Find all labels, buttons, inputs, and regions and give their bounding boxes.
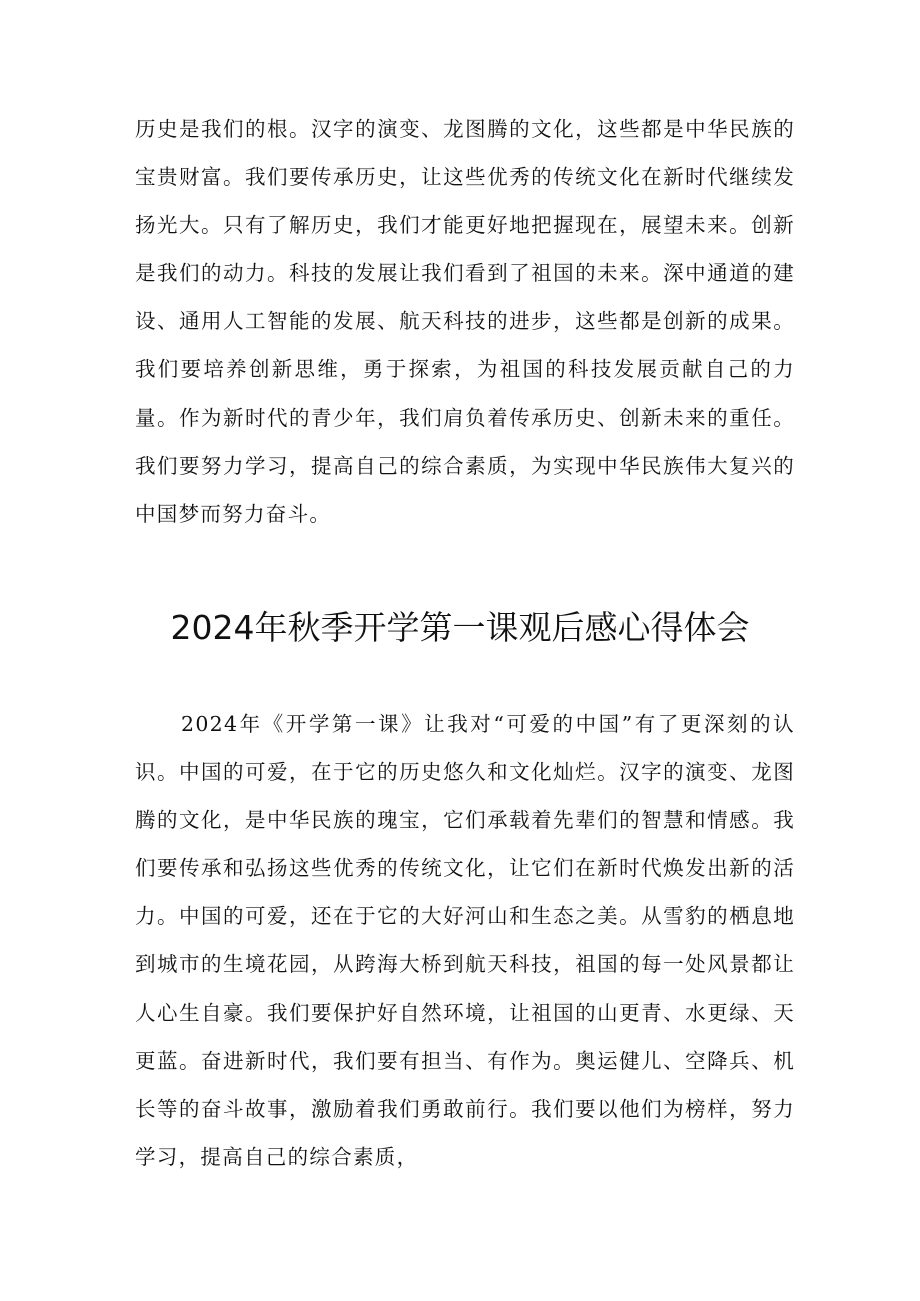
main-paragraph: 2024年《开学第一课》让我对“可爱的中国”有了更深刻的认识。中国的可爱，在于它的历史悠久和文化灿烂。汉字的演变、龙图腾的文化，是中华民族的瑰宝，它们承载着先辈们的智慧和情感。我们要传承和弘扬这些优秀的传统文化，让它们在新时代焕发出新的活力。中国的可爱，还在于它的大好河山和生态之美。从雪豹的栖息地到城市的生境花园，从跨海大桥到航天科技，祖国的每一处风景都让人心生自豪。我们要保护好自然环境，让祖国的山更青、水更绿、天更蓝。奋进新时代，我们要有担当、有作为。奥运健儿、空降兵、机长等的奋斗故事，激励着我们勇敢前行。我们要以他们为榜样，努力学习，提高自己的综合素质， (135, 712, 795, 1169)
document-title: 2024年秋季开学第一课观后感心得体会 (170, 608, 750, 647)
intro-paragraph: 历史是我们的根。汉字的演变、龙图腾的文化，这些都是中华民族的宝贵财富。我们要传承历史，让这些优秀的传统文化在新时代继续发扬光大。只有了解历史，我们才能更好地把握现在，展望未来。创新是我们的动力。科技的发展让我们看到了祖国的未来。深中通道的建设、通用人工智能的发展、航天科技的进步，这些都是创新的成果。我们要培养创新思维，勇于探索，为祖国的科技发展贡献自己的力量。作为新时代的青少年，我们肩负着传承历史、创新未来的重任。我们要努力学习，提高自己的综合素质，为实现中华民族伟大复兴的中国梦而努力奋斗。 (135, 117, 795, 526)
